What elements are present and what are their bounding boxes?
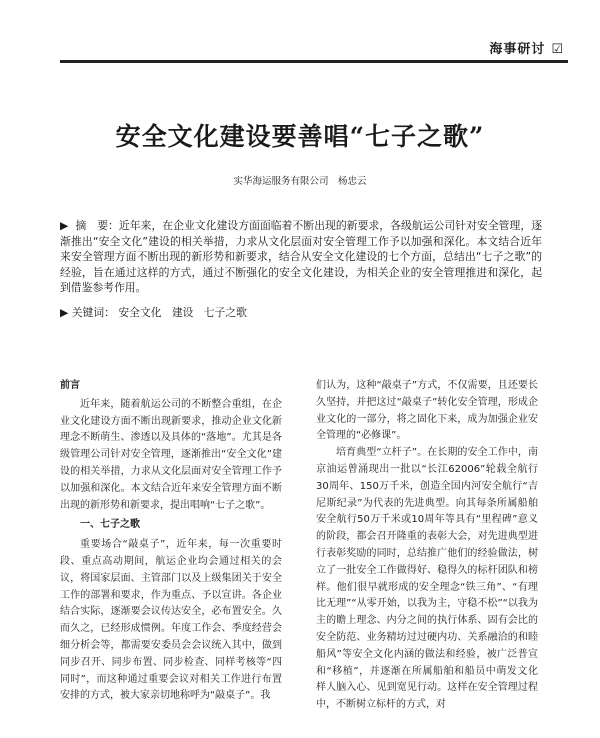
keywords-label: 关键词： (71, 306, 115, 319)
section-header (489, 38, 564, 57)
section-heading: 前言 (60, 380, 80, 391)
abstract (60, 218, 542, 296)
body-paragraph: 近年来，随着航运公司的不断整合重组，在企业文化建设方面不断出现新要求，推动企业文化新理念不断萌生、渗透以及具体的“落地”。尤其是各级管理公司针对安全管理，逐渐推出“安全文化”建设的相关举措，力求从文化层面对安全管理工作予以加强和深化。本文结合近年来安全管理方面不断出现的新形势和新要求，提出唱响“七子之歌”。 (60, 398, 282, 511)
section-heading: 一、七子之歌 (80, 519, 140, 531)
abstract-label: 摘 要： (75, 219, 119, 232)
body-paragraph: 培育典型“立杆子”。在长期的安全工作中，南京油运曾涌现出一批以“长江62006”轮载全航行30周年、150万千米，创造全国内河安全航行“吉尼斯纪录”为代表的先进典型。向其每条所属船舶安全航行50万千米或10周年等具有“里程碑”意义的阶段，都会召开隆重的表彰大会，对先进典型进行表彰奖励的同时，总结推广他们的经验做法，树立了一批安全工作做得好、稳得久的标杆团队和榜样。他们很早就形成的安全理念“铁三角”、“有理比无理”“从零开始，以我为主，守稳不松”“以我为主的瞻上理念、内分之间的执行体系、固有会比的安全防范、业务精坊过过硬内功、关系融洽的和睦船风”等安全文化内涵的做法和经验，被广泛普宣和“移植”，并逐渐在所属船舶和船员中萌发文化 样人脑入心、见到宽见行动。这样在安全管理过程中，不断树立标杆的方式，对 (316, 447, 548, 711)
article-title: 安全文化建设要善唱“七子之歌” (115, 122, 485, 151)
triangle-bullet-icon: ▶ (60, 219, 69, 232)
keyword: 安全文化 (118, 306, 162, 319)
abstract-text: 近年来，在企业文化建设方面面临着不断出现的新要求，各级航运公司针对安全管理，逐渐推出“安全文化”建设的相关举措，力求从文化层面对安全管理工作予以加强和深化。本文结合近年来安全管理方面不断出现的新形势和新要求，结合从安全文化建设的七个方面，总结出“七子之歌”的经验，旨在通过这样的方式，通过不断强化的安全文化建设，为相关企业的安全管理推进和深化，起到借鉴参考作用。 (60, 219, 543, 294)
triangle-bullet-icon: ▶ (60, 306, 69, 319)
section-title: 海事研讨 (489, 42, 546, 57)
keyword: 七子之歌 (203, 306, 247, 319)
body-paragraph: 重要场合“敲桌子”，近年来，每一次重要时段、重点高动期间，航运企业均会通过相关的会议，将国家层面、主管部门以及上级集团关于安全工作的部署和要求，作为重点、予以宣讲。各企业结合实际，逐渐要会议传达安全，必布置安全。久而久之，已经形成惯例。年度工作会、季度经营会细分析会等，都需要安委员会会议统入其中，做到同步召开、同步布置、同步检查、同样考核等“四同时”，而这种通过重要会议对相关工作进行布置安排的方式，被大家亲切地称呼为“敲桌子”。我 (60, 539, 282, 702)
body-column-right (316, 378, 548, 714)
keywords (60, 305, 247, 320)
body-paragraph: 们认为，这种“敲桌子”方式，不仅需要，且还要长久坚持，并把这过“敲桌子”转化安全管理，形成企业文化的一部分，将之固化下来，成为加强企业安全管理的“必修课”。 (316, 380, 538, 442)
keyword: 建设 (171, 306, 194, 319)
body-column-left (60, 378, 282, 705)
checkmark-icon: ☑ (551, 42, 564, 57)
article-author: 实华海运服务有限公司 杨忠云 (233, 176, 367, 187)
header-rule (60, 60, 568, 63)
